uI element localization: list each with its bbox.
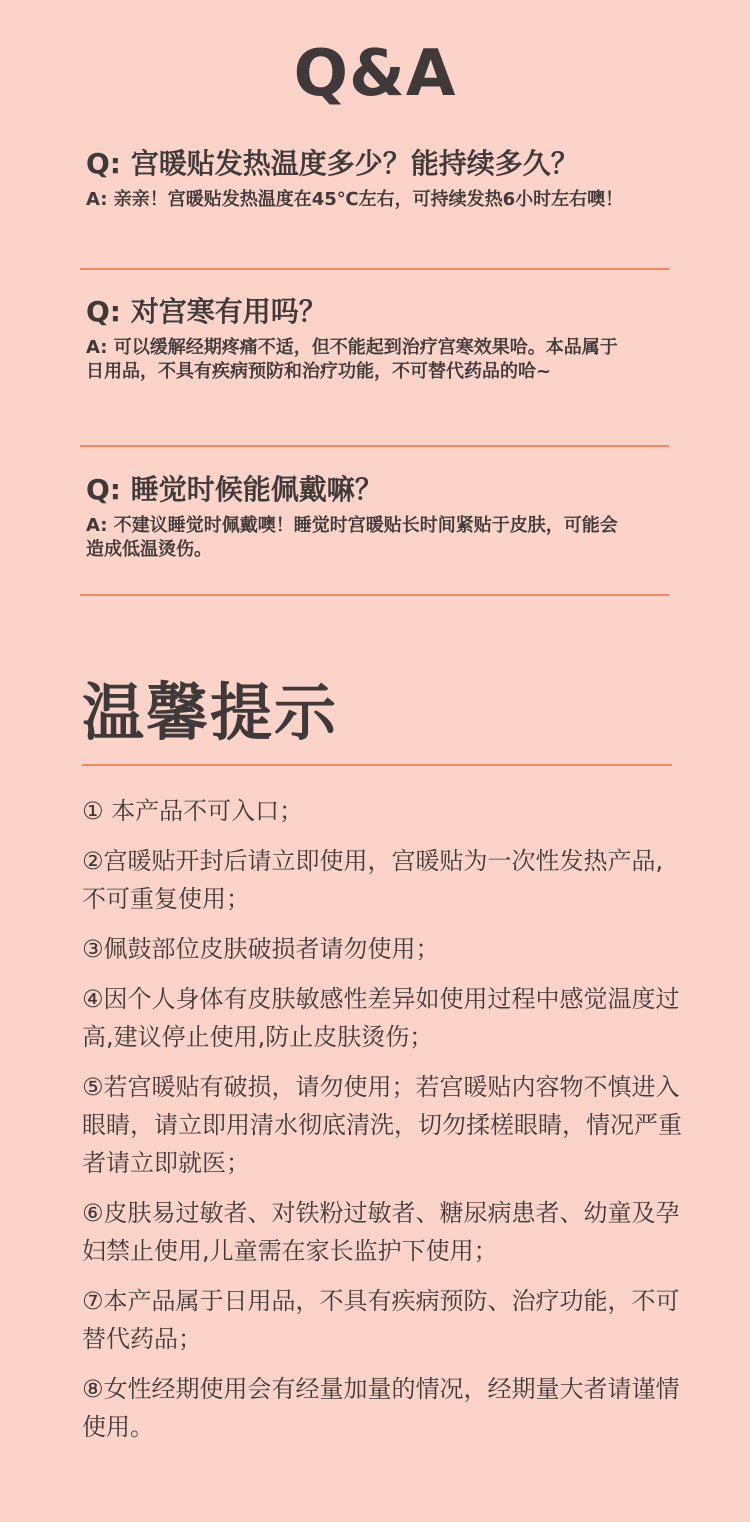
tip-item: ⑥皮肤易过敏者、对铁粉过敏者、糖尿病患者、幼童及孕妇禁止使用,儿童需在家长监护下使用； (82, 1199, 680, 1265)
tip-item: ⑤若宫暖贴有破损，请勿使用；若宫暖贴内容物不慎进入眼睛，请立即用清水彻底清洗，切勿揉槎眼睛，情况严重者请立即就医； (82, 1073, 682, 1177)
tip-item: ②宫暖贴开封后请立即使用，宫暖贴为一次性发热产品,不可重复使用； (82, 847, 664, 913)
tip-item: ⑧女性经期使用会有经量加量的情况，经期量大者请谨情使用。 (82, 1375, 680, 1441)
tip-item: ⑦本产品属于日用品，不具有疾病预防、治疗功能，不可替代药品； (82, 1287, 680, 1353)
tips-title: 温馨提示 (82, 676, 339, 749)
qa-question: Q: 对宫寒有用吗？ (86, 295, 327, 328)
tips-list (82, 792, 682, 1458)
qa-question: Q: 宫暖贴发热温度多少？能持续多久？ (86, 147, 579, 180)
qa-item (86, 294, 646, 384)
qa-title: Q&A (293, 37, 457, 111)
qa-answer: A: 亲亲！宫暖贴发热温度在45℃左右，可持续发热6小时左右噢！ (86, 189, 624, 210)
tip-item: ③佩鼓部位皮肤破损者请勿使用； (82, 935, 440, 963)
qa-answer: A: 可以缓解经期疼痛不适，但不能起到治疗宫寒效果哈。本品属于日用品，不具有疾病预防和治疗功能，不可替代药品的哈~ (86, 337, 618, 382)
qa-answer: A: 不建议睡觉时佩戴噢！睡觉时宫暖贴长时间紧贴于皮肤，可能会造成低温烫伤。 (86, 515, 618, 560)
qa-item (86, 472, 646, 562)
tips-divider (82, 764, 672, 766)
qa-divider (80, 268, 669, 270)
qa-divider (80, 445, 669, 447)
qa-divider (80, 594, 669, 596)
qa-question: Q: 睡觉时候能佩戴嘛？ (86, 473, 383, 506)
tip-item: ④因个人身体有皮肤敏感性差异如使用过程中感觉温度过高,建议停止使用,防止皮肤烫伤； (82, 985, 680, 1051)
qa-item (86, 146, 646, 212)
tip-item: ① 本产品不可入口； (82, 797, 304, 825)
